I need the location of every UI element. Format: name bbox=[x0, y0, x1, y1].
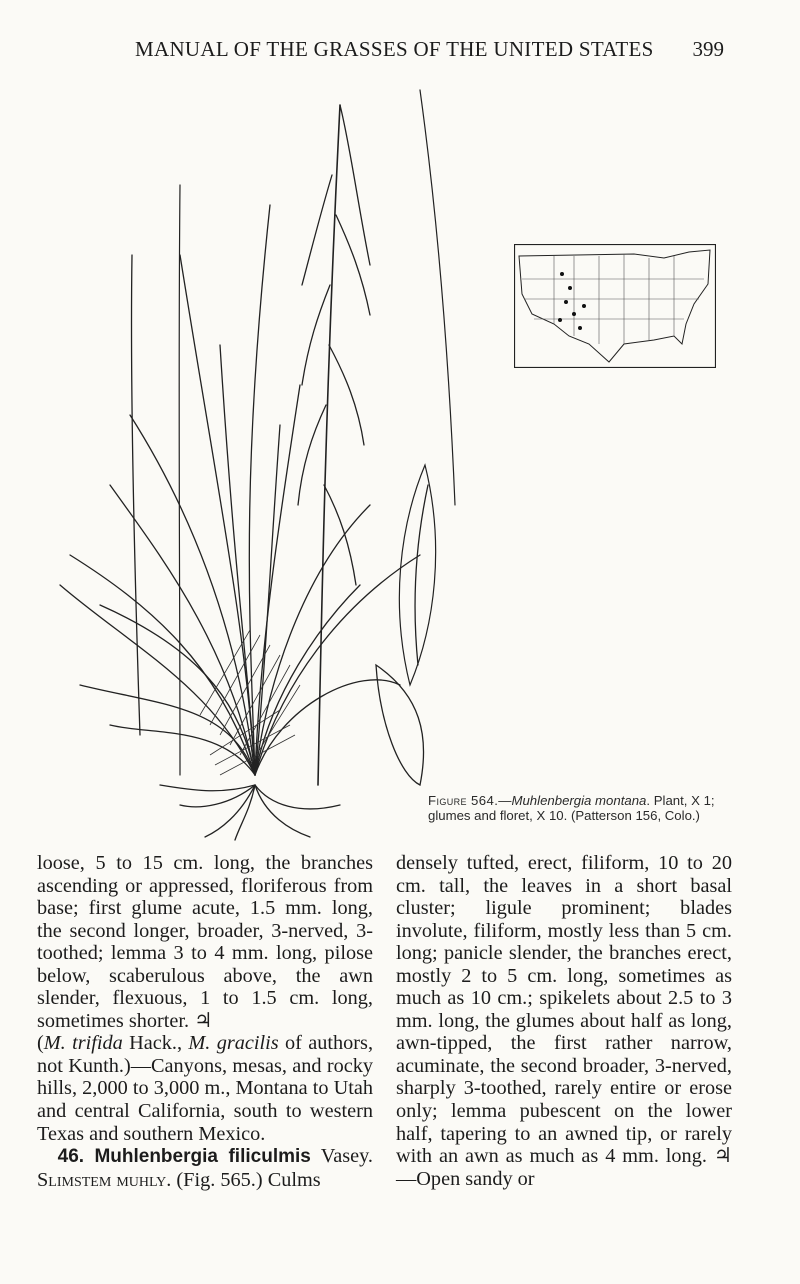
synonym-2: M. gracilis bbox=[188, 1032, 279, 1055]
caption-label: Figure 564. bbox=[428, 793, 499, 808]
species-author: Vasey. bbox=[310, 1145, 373, 1168]
distribution-dots bbox=[558, 272, 586, 330]
left-paragraph-2: (M. trifida Hack., M. gracilis of authors, not Kunth.)—Canyons, mesas, and rocky hills, 2,000 to 3,000 m., Montana to Utah and central California, south to western Texas and southern Mexico. bbox=[37, 1032, 374, 1145]
figure-caption: Figure 564.—Muhlenbergia montana. Plant, X 1; glumes and floret, X 10. (Patterson 156, Colo.) bbox=[428, 793, 715, 823]
species-name: Muhlenbergia filiculmis bbox=[94, 1146, 311, 1168]
left-column bbox=[37, 852, 373, 1191]
right-column bbox=[396, 852, 732, 1190]
caption-species: Muhlenbergia montana bbox=[511, 793, 647, 808]
right-paragraph: densely tufted, erect, filiform, 10 to 20 cm. tall, the leaves in a short basal cluster; ligule prominent; blades involute, filiform, mostly less than 5 cm. long; panicle slender, the branches erect, mostly 2 to 5 cm. long, sometimes as much as 10 cm.; spikelets about 2.5 to 3 mm. long, the glumes about half as long, awn-tipped, the first rather narrow, acuminate, the second broader, 3-nerved, sharply 3-toothed, rarely entire or erose only; lemma pubescent on the lower half, tapering to an awned tip, or rarely with an awn as much as 4 mm. long. ♃ —Open sandy or bbox=[396, 852, 732, 1190]
common-name: Slimstem muhly. bbox=[37, 1168, 172, 1191]
distribution-map bbox=[514, 244, 716, 368]
plant-illustration bbox=[40, 85, 480, 845]
synonym-1: M. trifida bbox=[43, 1032, 123, 1055]
running-head: MANUAL OF THE GRASSES OF THE UNITED STATES bbox=[135, 37, 654, 61]
page-number: 399 bbox=[692, 37, 724, 61]
caption-text: . Plant, X 1; glumes and floret, X 10. (Patterson 156, Colo.) bbox=[428, 793, 715, 823]
species-number: 46. bbox=[57, 1146, 85, 1168]
page-header bbox=[0, 37, 800, 67]
left-paragraph-1: loose, 5 to 15 cm. long, the branches ascending or appressed, floriferous from base; first glume acute, 1.5 mm. long, the second longer, broader, 3-nerved, 3-toothed; lemma 3 to 4 mm. long, pilose below, scaberulous above, the awn slender, flexuous, 1 to 1.5 cm. long, sometimes shorter. ♃ bbox=[37, 852, 373, 1032]
species-entry bbox=[37, 1145, 373, 1191]
figure-reference: (Fig. 565.) Culms bbox=[171, 1168, 321, 1191]
